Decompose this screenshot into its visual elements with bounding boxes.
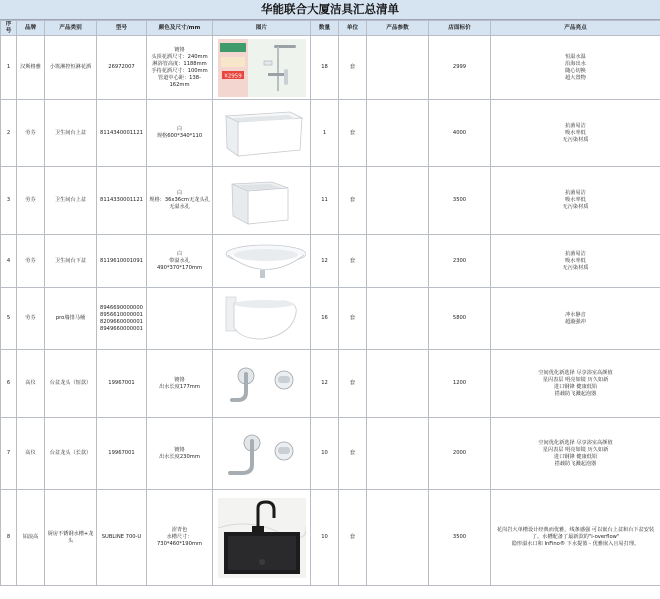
cell-image	[213, 418, 311, 490]
col-header-model: 型号	[97, 21, 147, 36]
cell-qty: 16	[311, 288, 339, 350]
col-header-qty: 数量	[311, 21, 339, 36]
cell-image	[213, 235, 311, 288]
cell-unit: 套	[339, 100, 367, 167]
col-header-price: 店面标价	[429, 21, 491, 36]
cell-params	[367, 100, 429, 167]
cell-brand: 劳芬	[17, 235, 45, 288]
cell-qty: 12	[311, 350, 339, 418]
cell-price: 3500	[429, 167, 491, 235]
cell-image	[213, 490, 311, 586]
cell-model: 8114330001121	[97, 167, 147, 235]
cell-unit: 套	[339, 167, 367, 235]
cell-brand: 劳芬	[17, 100, 45, 167]
cell-brand: 劳芬	[17, 288, 45, 350]
cell-highlights: 冲水静音 超漩强冲	[491, 288, 660, 350]
square-basin-image	[218, 172, 306, 230]
cell-qty: 10	[311, 490, 339, 586]
countertop-basin-image	[218, 104, 306, 162]
cell-highlights: 恒温水温 沿海出水 随心切换 超大置物	[491, 36, 660, 100]
cell-highlights: 空间优化新选择 尽享浴室高颜值 星闪表层 明亮如镜 历久如新 进口钢锋 健康低铅 搭载防飞溅起泡器	[491, 350, 660, 418]
cell-no: 3	[1, 167, 17, 235]
cell-category: pro墙排马桶	[45, 288, 97, 350]
cell-category: 卫生间台下盆	[45, 235, 97, 288]
cell-price: 3500	[429, 490, 491, 586]
cell-qty: 1	[311, 100, 339, 167]
cell-params	[367, 350, 429, 418]
cell-params	[367, 288, 429, 350]
table-row	[1, 100, 660, 167]
cell-spec	[147, 288, 213, 350]
cell-qty: 18	[311, 36, 339, 100]
table-row	[1, 235, 660, 288]
cell-qty: 10	[311, 418, 339, 490]
cell-highlights: 抗菌易洁 吸水率低 无污染材质	[491, 100, 660, 167]
cell-spec: 镀铬 出水长度230mm	[147, 418, 213, 490]
product-table	[0, 20, 660, 586]
cell-model: 8119610001091	[97, 235, 147, 288]
cell-price: 2300	[429, 235, 491, 288]
cell-no: 4	[1, 235, 17, 288]
cell-unit: 套	[339, 288, 367, 350]
cell-no: 2	[1, 100, 17, 167]
cell-image	[213, 100, 311, 167]
cell-brand: 汉斯格雅	[17, 36, 45, 100]
cell-highlights: 抗菌易洁 吸水率低 无污染材质	[491, 167, 660, 235]
col-header-image: 图片	[213, 21, 311, 36]
cell-category: 台盆龙头（长款）	[45, 418, 97, 490]
cell-unit: 套	[339, 350, 367, 418]
cell-qty: 12	[311, 235, 339, 288]
cell-brand: 劳芬	[17, 167, 45, 235]
wall-faucet-long-image	[218, 425, 306, 483]
cell-price: 1200	[429, 350, 491, 418]
cell-spec: 白 规格600*340*110	[147, 100, 213, 167]
cell-category: 卫生间台上盆	[45, 100, 97, 167]
table-row	[1, 288, 660, 350]
table-row	[1, 167, 660, 235]
cell-no: 5	[1, 288, 17, 350]
cell-params	[367, 418, 429, 490]
cell-params	[367, 167, 429, 235]
cell-no: 1	[1, 36, 17, 100]
cell-category: 卫生间台上盆	[45, 167, 97, 235]
sheet-title: 华能联合大厦洁具汇总清单	[0, 0, 660, 20]
wall-faucet-short-image	[218, 356, 306, 412]
shower-system-image	[218, 39, 306, 97]
cell-model: 19967001	[97, 350, 147, 418]
cell-model: SUBLINE 700-U	[97, 490, 147, 586]
undermount-basin-image	[218, 238, 306, 284]
cell-highlights: 花岗岩大单槽设计经典而优雅，线条感强 可以嵌台上盆和台下盆安装了。水槽配备了最新款的"i-overflow" 隐形溢水口和 InFino® 下水提篮 - 优雅嵌入且易打理。	[491, 490, 660, 586]
table-row	[1, 418, 660, 490]
cell-unit: 套	[339, 235, 367, 288]
wall-hung-toilet-image	[218, 291, 306, 347]
cell-spec: 白 规格：36x36cm无龙头孔无溢水孔	[147, 167, 213, 235]
cell-qty: 11	[311, 167, 339, 235]
cell-spec: 白 带溢水孔490*370*170mm	[147, 235, 213, 288]
cell-brand: 高仪	[17, 350, 45, 418]
cell-brand: 高仪	[17, 418, 45, 490]
cell-model: 19967001	[97, 418, 147, 490]
cell-price: 4000	[429, 100, 491, 167]
table-row	[1, 350, 660, 418]
cell-params	[367, 36, 429, 100]
header-row	[1, 21, 660, 36]
cell-price: 5800	[429, 288, 491, 350]
cell-model: 8946690000000 8956610000001 8209660000001 8949660000001	[97, 288, 147, 350]
cell-no: 7	[1, 418, 17, 490]
cell-image	[213, 288, 311, 350]
table-row	[1, 36, 660, 100]
cell-category: 小筑淋控恒淋花洒	[45, 36, 97, 100]
cell-image	[213, 167, 311, 235]
cell-model: 8114340001121	[97, 100, 147, 167]
col-header-params: 产品参数	[367, 21, 429, 36]
cell-no: 6	[1, 350, 17, 418]
col-header-highlights: 产品亮点	[491, 21, 660, 36]
col-header-no: 序号	[1, 21, 17, 36]
cell-image	[213, 350, 311, 418]
cell-price: 2000	[429, 418, 491, 490]
cell-category: 厨房不锈钢水槽+龙头	[45, 490, 97, 586]
cell-model: 26972007	[97, 36, 147, 100]
cell-unit: 套	[339, 418, 367, 490]
kitchen-sink-image	[218, 498, 306, 578]
cell-highlights: 空间优化新选择 尽享浴室高颜值 星闪表层 明亮如镜 历久如新 进口钢锋 健康低铅 搭载防飞溅起泡器	[491, 418, 660, 490]
col-header-spec: 颜色及尺寸/mm	[147, 21, 213, 36]
cell-params	[367, 235, 429, 288]
cell-image	[213, 36, 311, 100]
cell-params	[367, 490, 429, 586]
col-header-brand: 品牌	[17, 21, 45, 36]
col-header-category: 产品类别	[45, 21, 97, 36]
cell-category: 台盆龙头（短款）	[45, 350, 97, 418]
cell-no: 8	[1, 490, 17, 586]
table-row	[1, 490, 660, 586]
cell-spec: 涩青色 水槽尺寸：730*460*190mm	[147, 490, 213, 586]
col-header-unit: 单位	[339, 21, 367, 36]
cell-brand: 铂浪高	[17, 490, 45, 586]
cell-price: 2999	[429, 36, 491, 100]
price-badge: ¥2959	[223, 73, 242, 79]
cell-spec: 镀铬 头顶花洒尺寸：240mm 淋浴管高度：1188mm 手持花洒尺寸：100mm 管道中心距：138-162mm	[147, 36, 213, 100]
cell-unit: 套	[339, 36, 367, 100]
cell-highlights: 抗菌易洁 吸水率低 无污染材质	[491, 235, 660, 288]
cell-unit: 套	[339, 490, 367, 586]
cell-spec: 镀铬 出水长度177mm	[147, 350, 213, 418]
